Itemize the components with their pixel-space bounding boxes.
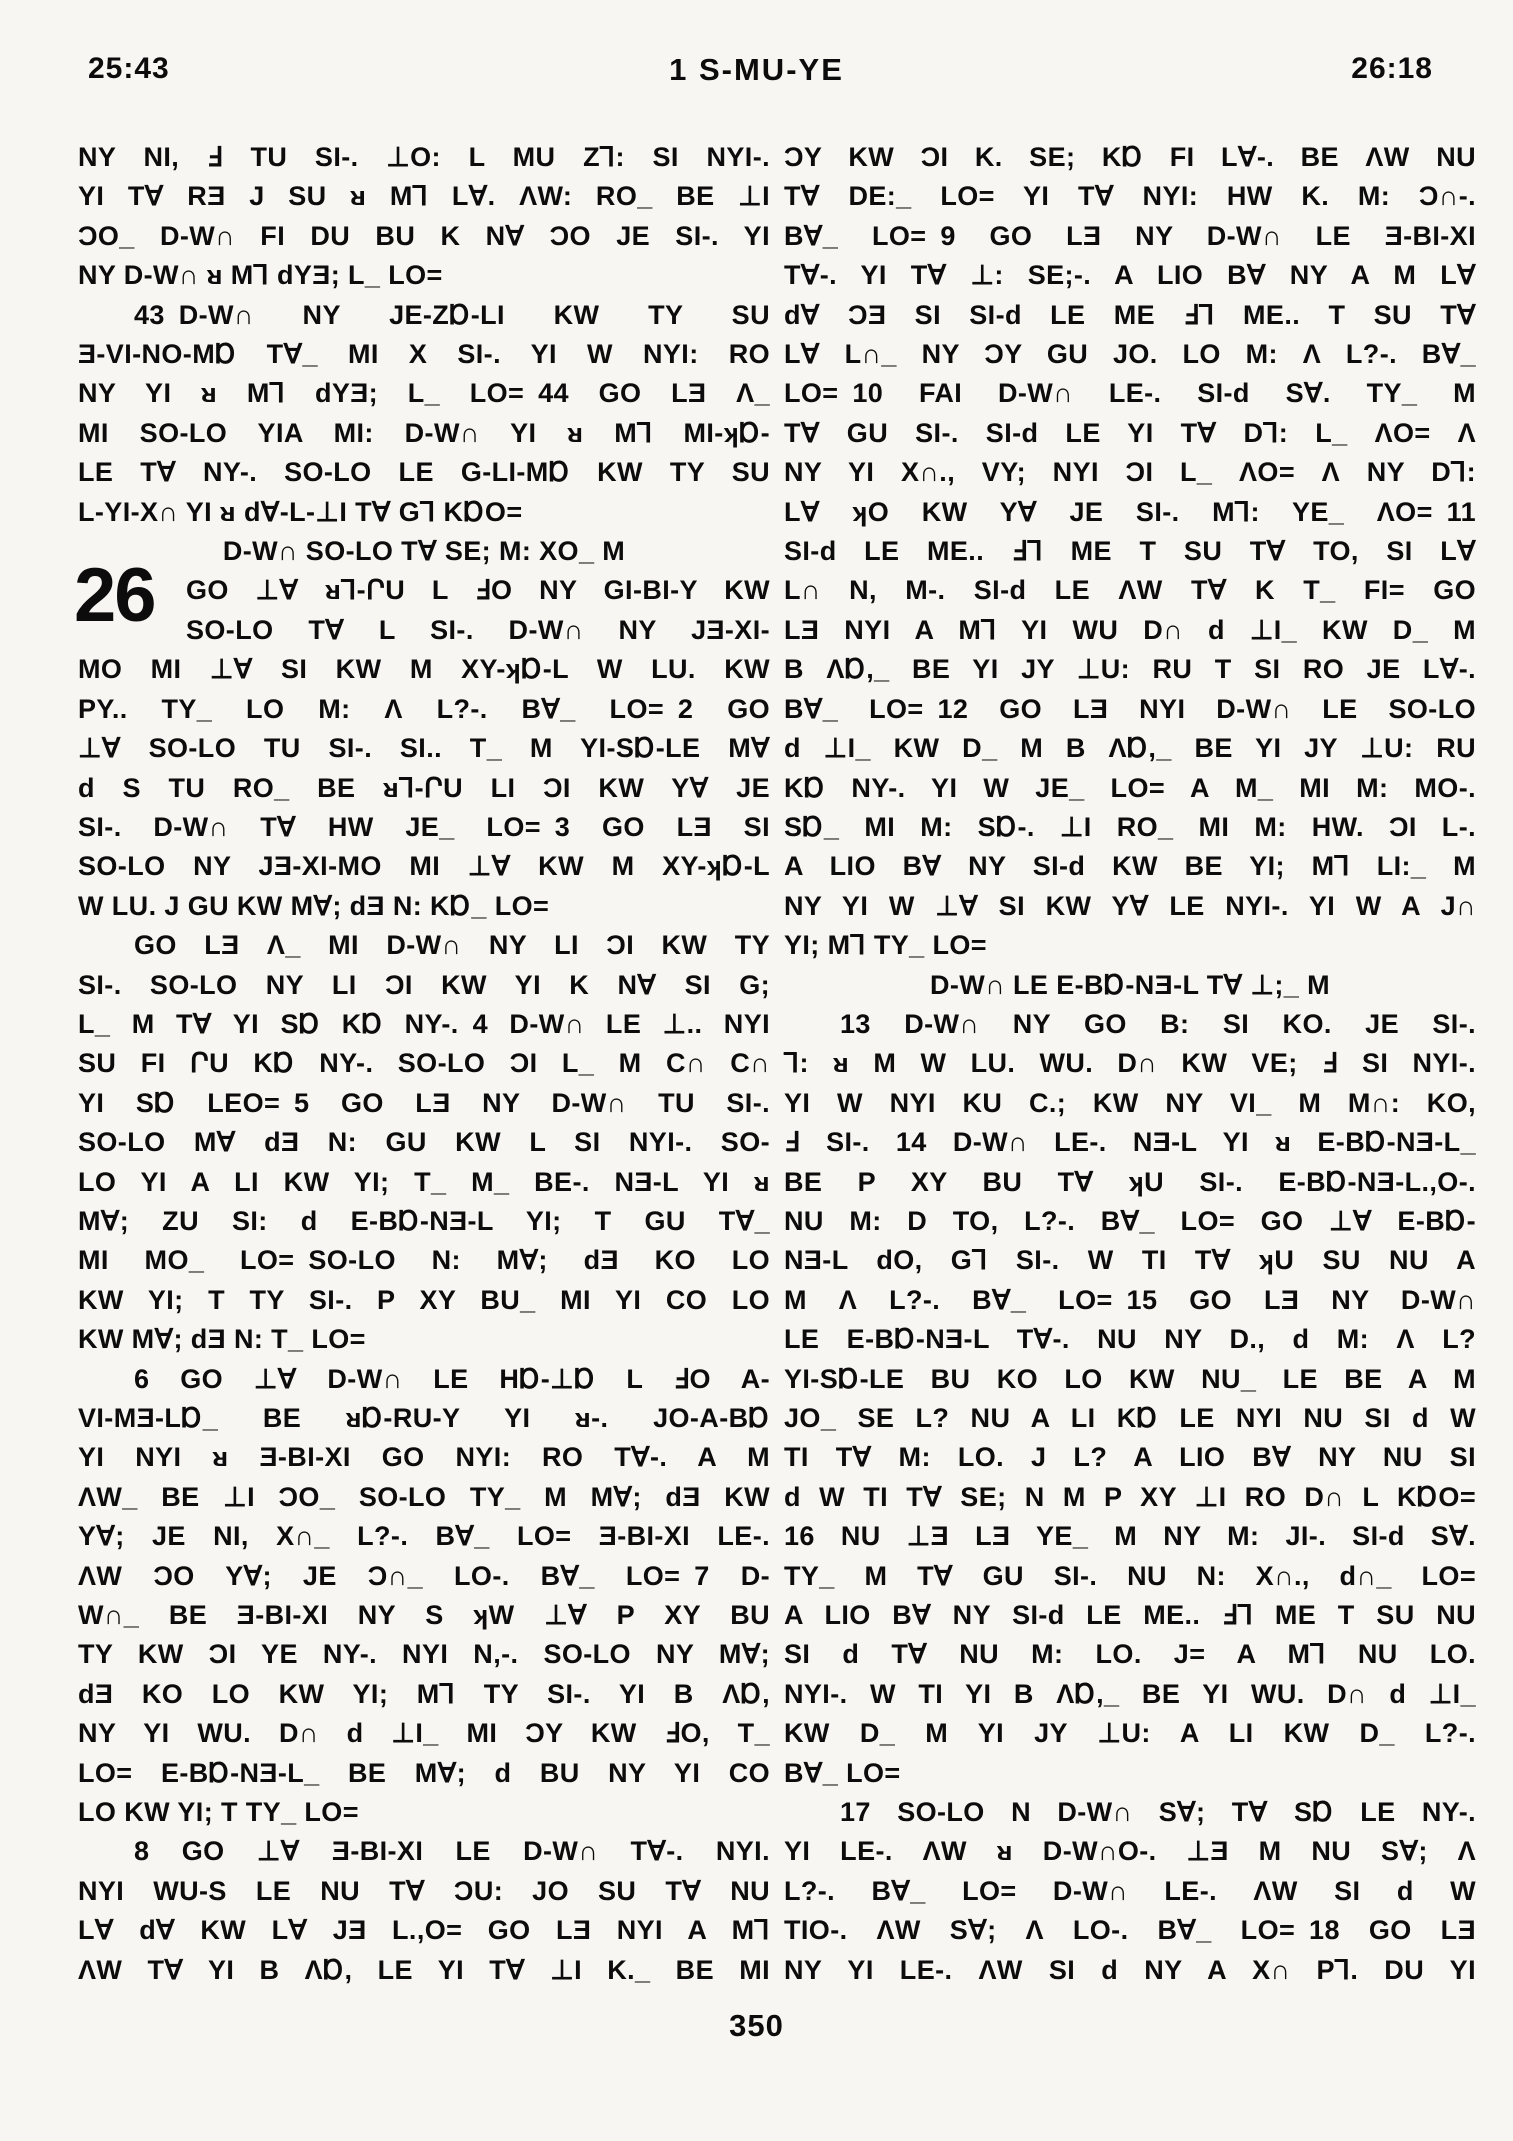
text-line: 43 D-W∩ NY JE-ZⱰ-LI KW TY SU [134, 299, 770, 330]
text-line: TIO-. ΛW S∀; Λ LO-. B∀_ LO= 18 GO LƎ [784, 1915, 1476, 1946]
text-line: 6 GO ⊥∀ D-W∩ LE HⱰ-⊥Ɒ L ℲO A- [134, 1363, 770, 1394]
text-line: d ⊥I_ KW D_ M B ΛⱰ,_ BE YI JY ⊥U: RU [784, 733, 1476, 764]
text-line: A LIO B∀ NY SI-d LE ME.. Ⅎ⅂ ME T SU NU [784, 1600, 1476, 1631]
text-line: ⊥∀ SO-LO TU SI-. SI.. T_ M YI-SⱰ-LE M∀ [78, 733, 770, 764]
text-line: YI SⱰ LEO= 5 GO LƎ NY D-W∩ TU SI-. [78, 1087, 770, 1118]
text-line: NY D-W∩ ᴚ M⅂ dYƎ; L_ LO= [78, 260, 443, 291]
page-header [0, 52, 1513, 92]
text-line: LO= E-BⱰ-NƎ-L_ BE M∀; d BU NY YI CO [78, 1757, 770, 1788]
text-line: NY YI X∩., VY; NYI ƆI L_ ΛO= Λ NY D⅂: [784, 457, 1476, 488]
text-line: YI LE-. ΛW ᴚ D-W∩O-. ⊥Ǝ M NU S∀; Λ [784, 1836, 1476, 1867]
text-line: YI W NYI KU C.; KW NY VI_ M M∩: KO, [784, 1087, 1476, 1118]
text-line: T∀ DE:_ LO= YI T∀ NYI: HW K. M: Ɔ∩-. [784, 181, 1476, 212]
text-line: JO_ SE L? NU A LI KⱰ LE NYI NU SI d W [784, 1403, 1476, 1433]
text-line: NY YI W ⊥∀ SI KW Y∀ LE NYI-. YI W A J∩ [784, 890, 1476, 921]
text-line: M∀; ZU SI: d E-BⱰ-NƎ-L YI; T GU T∀_ [78, 1205, 770, 1236]
text-line: B∀_ LO= 12 GO LƎ NYI D-W∩ LE SO-LO [784, 693, 1476, 724]
text-line: TY KW ƆI YE NY-. NYI N,-. SO-LO NY M∀; [78, 1639, 770, 1670]
text-line: KW M∀; dƎ N: T_ LO= [78, 1324, 366, 1355]
text-line: SO-LO M∀ dƎ N: GU KW L SI NYI-. SO- [78, 1127, 770, 1158]
text-line: d W TI T∀ SE; N M P XY ⊥I RO D∩ L KⱰO= [784, 1481, 1476, 1512]
text-line: M Λ L?-. B∀_ LO= 15 GO LƎ NY D-W∩ [784, 1284, 1476, 1315]
text-line: VI-MƎ-LⱰ_ BE ᴚⱰ-RU-Y YI ᴚ-. JO-A-BⱰ [78, 1403, 770, 1433]
text-line: 13 D-W∩ NY GO B: SI KO. JE SI-. [840, 1008, 1476, 1039]
text-line: ΛW T∀ YI B ΛⱰ, LE YI T∀ ⊥I K._ BE MI [78, 1954, 770, 1985]
chapter-number: 26 [74, 553, 155, 638]
text-line: B∀_ LO= 9 GO LƎ NY D-W∩ LE Ǝ-BI-XI [784, 220, 1476, 251]
text-line: SI d T∀ NU M: LO. J= A M⅂ NU LO. [784, 1639, 1476, 1670]
text-line: d S TU RO_ BE ᴚ⅂-ՐU LI ƆI KW Y∀ JE [78, 772, 770, 803]
text-line: SI-. SO-LO NY LI ƆI KW YI K N∀ SI G; [78, 969, 770, 1000]
text-line: ΛW_ BE ⊥I ƆO_ SO-LO TY_ M M∀; dƎ KW [78, 1481, 770, 1512]
text-line: L∀ d∀ KW L∀ JƎ L.,O= GO LƎ NYI A M⅂ [78, 1915, 770, 1946]
text-line: ⅂: ᴚ M W LU. WU. D∩ KW VE; Ⅎ SI NYI-. [784, 1048, 1476, 1079]
text-line: KⱰ NY-. YI W JE_ LO= A M_ MI M: MO-. [784, 772, 1476, 803]
text-line: 16 NU ⊥Ǝ LƎ YE_ M NY M: JI-. SI-d S∀. [784, 1521, 1476, 1552]
text-line: NU M: D TO, L?-. B∀_ LO= GO ⊥∀ E-BⱰ- [784, 1205, 1476, 1236]
text-line: GO LƎ Λ_ MI D-W∩ NY LI ƆI KW TY [134, 930, 770, 961]
text-line: NY YI ᴚ M⅂ dYƎ; L_ LO= 44 GO LƎ Λ_ [78, 378, 770, 409]
text-line: MI MO_ LO= SO-LO N: M∀; dƎ KO LO [78, 1245, 770, 1276]
section-heading-line: D-W∩ LE E-BⱰ-NƎ-L T∀ ⊥;_ M [930, 969, 1330, 1000]
text-column-left [74, 138, 770, 1990]
text-line: NY YI LE-. ΛW SI d NY A X∩ P⅂. DU YI [784, 1954, 1476, 1985]
text-line: BE P XY BU T∀ ʞU SI-. E-BⱰ-NƎ-L.,O-. [784, 1166, 1476, 1197]
text-line: L∩ N, M-. SI-d LE ΛW T∀ K T_ FI= GO [784, 575, 1476, 606]
text-line: GO ⊥∀ ᴚ⅂-ՐU L ℲO NY GI-BI-Y KW [186, 575, 770, 606]
page-title: 1 S-MU-YE [669, 52, 844, 87]
text-line: L∀ L∩_ NY ƆY GU JO. LO M: Λ L?-. B∀_ [784, 339, 1476, 370]
text-line: 17 SO-LO N D-W∩ S∀; T∀ SⱰ LE NY-. [840, 1797, 1476, 1828]
text-line: dƎ KO LO KW YI; M⅂ TY SI-. YI B ΛⱰ, [78, 1678, 770, 1709]
text-line: LO= 10 FAI D-W∩ LE-. SI-d S∀. TY_ M [784, 378, 1476, 409]
text-line: YI T∀ RƎ J SU ᴚ M⅂ L∀. ΛW: RO_ BE ⊥I [78, 181, 770, 212]
text-line: KW YI; T TY SI-. P XY BU_ MI YI CO LO [78, 1284, 770, 1315]
text-line: L-YI-X∩ YI ᴚ d∀-L-⊥I T∀ G⅂ KⱰO= [78, 496, 523, 527]
text-line: NƎ-L dO, G⅂ SI-. W TI T∀ ʞU SU NU A [784, 1245, 1476, 1276]
text-line: SO-LO T∀ L SI-. D-W∩ NY JƎ-XI- [186, 614, 770, 645]
text-line: SU FI ՐU KⱰ NY-. SO-LO ƆI L_ M C∩ C∩ [78, 1048, 770, 1079]
text-line: W∩_ BE Ǝ-BI-XI NY S ʞW ⊥∀ P XY BU [78, 1600, 770, 1631]
text-line: ƆY KW ƆI K. SE; KⱰ FI L∀-. BE ΛW NU [784, 142, 1476, 172]
text-line: ΛW ƆO Y∀; JE Ɔ∩_ LO-. B∀_ LO= 7 D- [78, 1560, 770, 1591]
text-line: B∀_ LO= [784, 1757, 901, 1788]
text-line: YI-SⱰ-LE BU KO LO KW NU_ LE BE A M [784, 1363, 1476, 1394]
text-line: L?-. B∀_ LO= D-W∩ LE-. ΛW SI d W [784, 1875, 1476, 1906]
text-line: LO KW YI; T TY_ LO= [78, 1797, 359, 1828]
text-line: MI SO-LO YIA MI: D-W∩ YI ᴚ M⅂ MI-ʞⱰ- [78, 417, 770, 448]
text-line: NYI WU-S LE NU T∀ ƆU: JO SU T∀ NU [78, 1875, 770, 1906]
text-line: T∀ GU SI-. SI-d LE YI T∀ D⅂: L_ ΛO= Λ [784, 417, 1476, 448]
text-line: PY.. TY_ LO M: Λ L?-. B∀_ LO= 2 GO [78, 693, 770, 724]
text-line: A LIO B∀ NY SI-d KW BE YI; M⅂ LI:_ M [784, 851, 1476, 882]
text-line: LE T∀ NY-. SO-LO LE G-LI-MⱰ KW TY SU [78, 457, 770, 488]
text-line: YI; M⅂ TY_ LO= [784, 930, 987, 961]
text-line: 8 GO ⊥∀ Ǝ-BI-XI LE D-W∩ T∀-. NYI. [134, 1836, 770, 1867]
page-number: 350 [729, 2008, 784, 2043]
header-right-reference: 26:18 [1351, 52, 1433, 85]
text-line: NY NI, Ⅎ TU SI-. ⊥O: L MU Z⅂: SI NYI-. [78, 142, 770, 172]
text-column-right [784, 138, 1476, 1990]
text-line: W LU. J GU KW M∀; dƎ N: KⱰ_ LO= [78, 890, 550, 921]
text-line: SⱰ_ MI M: SⱰ-. ⊥I RO_ MI M: HW. ƆI L-. [784, 811, 1476, 842]
text-line: MO MI ⊥∀ SI KW M XY-ʞⱰ-L W LU. KW [78, 654, 770, 685]
text-line: TI T∀ M: LO. J L? A LIO B∀ NY NU SI [784, 1442, 1476, 1473]
text-line: NYI-. W TI YI B ΛⱰ,_ BE YI WU. D∩ d ⊥I_ [784, 1678, 1476, 1709]
text-line: SI-d LE ME.. Ⅎ⅂ ME T SU T∀ TO, SI L∀ [784, 536, 1476, 567]
header-left-reference: 25:43 [88, 52, 170, 85]
section-heading-line: D-W∩ SO-LO T∀ SE; M: XO_ M [222, 536, 626, 567]
text-line: B ΛⱰ,_ BE YI JY ⊥U: RU T SI RO JE L∀-. [784, 654, 1476, 685]
text-line: ƆO_ D-W∩ FI DU BU K N∀ ƆO JE SI-. YI [78, 220, 770, 251]
text-line: LE E-BⱰ-NƎ-L T∀-. NU NY D., d M: Λ L? [784, 1324, 1476, 1355]
text-line: Ǝ-VI-NO-MⱰ T∀_ MI X SI-. YI W NYI: RO [78, 339, 770, 370]
text-line: YI NYI ᴚ Ǝ-BI-XI GO NYI: RO T∀-. A M [78, 1442, 770, 1473]
text-line: TY_ M T∀ GU SI-. NU N: X∩., d∩_ LO= [784, 1560, 1476, 1591]
text-line: LO YI A LI KW YI; T_ M_ BE-. NƎ-L YI ᴚ [78, 1166, 770, 1197]
text-line: d∀ ƆƎ SI SI-d LE ME Ⅎ⅂ ME.. T SU T∀ [784, 299, 1476, 330]
text-line: SO-LO NY JƎ-XI-MO MI ⊥∀ KW M XY-ʞⱰ-L [78, 851, 770, 882]
text-line: L∀ ʞO KW Y∀ JE SI-. M⅂: YE_ ΛO= 11 [784, 496, 1476, 527]
text-line: L_ M T∀ YI SⱰ KⱰ NY-. 4 D-W∩ LE ⊥.. NYI [78, 1008, 770, 1039]
text-line: T∀-. YI T∀ ⊥: SE;-. A LIO B∀ NY A M L∀ [784, 260, 1476, 291]
text-line: SI-. D-W∩ T∀ HW JE_ LO= 3 GO LƎ SI [78, 811, 770, 842]
text-line: Y∀; JE NI, X∩_ L?-. B∀_ LO= Ǝ-BI-XI LE-. [78, 1521, 770, 1552]
text-line: KW D_ M YI JY ⊥U: A LI KW D_ L?-. [784, 1718, 1476, 1749]
text-line: Ⅎ SI-. 14 D-W∩ LE-. NƎ-L YI ᴚ E-BⱰ-NƎ-L_ [784, 1127, 1476, 1158]
text-line: LƎ NYI A M⅂ YI WU D∩ d ⊥I_ KW D_ M [784, 614, 1476, 645]
text-line: NY YI WU. D∩ d ⊥I_ MI ƆY KW ℲO, T_ [78, 1718, 770, 1749]
